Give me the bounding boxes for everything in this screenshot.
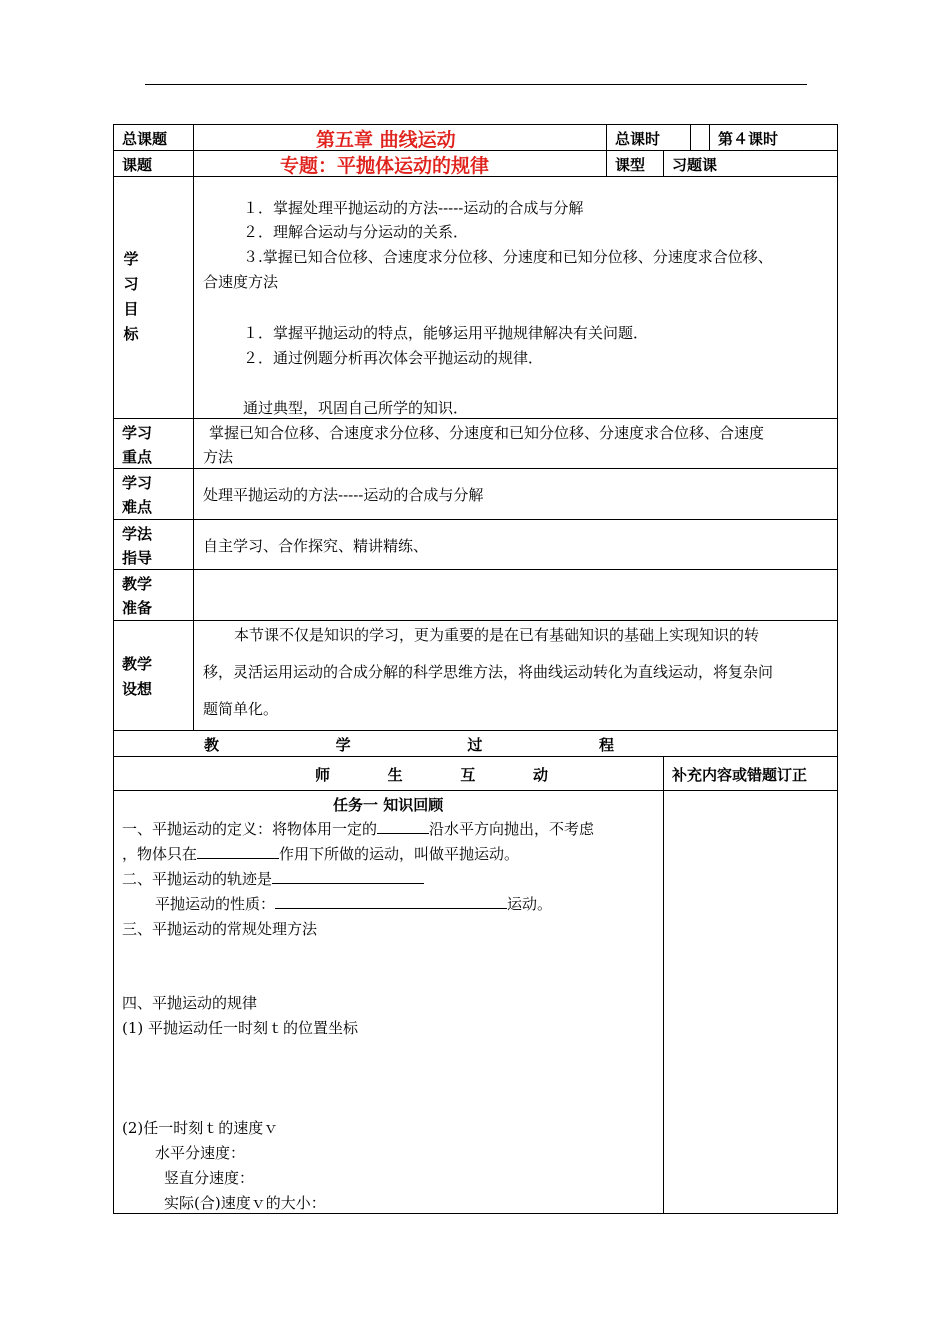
- table-border: [113, 124, 114, 1214]
- design-text: 移，灵活运用运动的合成分解的科学思维方法，将曲线运动转化为直线运动，将复杂问: [203, 663, 774, 681]
- process-title-char: 学: [335, 736, 351, 754]
- header-rule: [145, 84, 807, 85]
- task-line: (1) 平抛运动任一时刻ｔ的位置坐标: [122, 1019, 359, 1037]
- total-topic-value: 第五章 曲线运动: [316, 129, 456, 151]
- difficulties-label: 难点: [122, 498, 153, 516]
- objective-line: 通过典型，巩固自己所学的知识．: [243, 399, 469, 417]
- task-line: 水平分速度：: [155, 1144, 246, 1162]
- design-text: 题简单化。: [203, 700, 279, 718]
- task-line-trajectory: [122, 868, 424, 889]
- task-text: 作用下所做的运动，叫做平抛运动。: [279, 845, 520, 863]
- process-title: [204, 734, 614, 755]
- interaction-header-char: 互: [460, 766, 476, 784]
- interaction-header: [315, 764, 548, 785]
- table-border: [113, 1213, 838, 1214]
- key-points-text: 掌握已知合位移、合速度求分位移、分速度和已知分位移、分速度求合位移、合速度: [209, 424, 765, 442]
- table-border: [663, 756, 664, 1214]
- process-title-char: 过: [467, 736, 483, 754]
- preparation-label: 准备: [122, 599, 153, 617]
- task-line: 四、平抛运动的规律: [122, 994, 258, 1012]
- table-border: [113, 519, 838, 520]
- difficulties-label: 学习: [122, 474, 153, 492]
- type-value: 习题课: [672, 156, 718, 174]
- table-border: [193, 124, 194, 731]
- table-border: [606, 124, 607, 177]
- key-points-label: 重点: [122, 448, 153, 466]
- objective-line: １．掌握处理平抛运动的方法-----运动的合成与分解: [243, 199, 584, 217]
- table-border: [113, 124, 838, 125]
- fill-blank[interactable]: [275, 894, 507, 909]
- table-border: [663, 150, 664, 177]
- table-border: [690, 124, 691, 151]
- task-text: 一、平抛运动的定义：将物体用一定的: [122, 820, 378, 838]
- task-line: 竖直分速度：: [164, 1169, 255, 1187]
- task-text: 平抛运动的性质：: [155, 895, 276, 913]
- design-label: 设想: [122, 680, 153, 698]
- preparation-label: 教学: [122, 575, 153, 593]
- objectives-label: 学习目标: [123, 250, 139, 343]
- objective-line: ２．理解合运动与分运动的关系．: [243, 223, 469, 241]
- objective-line: １．掌握平抛运动的特点，能够运用平抛规律解决有关问题．: [243, 324, 649, 342]
- fill-blank[interactable]: [272, 869, 424, 884]
- table-border: [113, 756, 838, 757]
- interaction-header-char: 师: [315, 766, 331, 784]
- topic-label: 课题: [122, 156, 153, 174]
- task-text: ，物体只在: [122, 845, 198, 863]
- task-line: (2)任一时刻ｔ的速度ｖ: [122, 1119, 279, 1137]
- task-text: 沿水平方向抛出，不考虑: [429, 820, 595, 838]
- total-hours-label: 总课时: [615, 130, 661, 148]
- table-border: [113, 790, 838, 791]
- task-text: 二、平抛运动的轨迹是: [122, 870, 273, 888]
- supplement-header: 补充内容或错题订正: [672, 766, 808, 784]
- topic-value: 专题：平抛体运动的规律: [280, 155, 490, 177]
- task-line: 三、平抛运动的常规处理方法: [122, 920, 318, 938]
- task-title: 任务一 知识回顾: [333, 796, 444, 814]
- task-line-definition-cont: [122, 843, 519, 864]
- task-line-definition: [122, 818, 594, 839]
- table-border: [113, 730, 838, 731]
- key-points-text: 方法: [203, 448, 234, 466]
- design-text: 本节课不仅是知识的学习，更为重要的是在已有基础知识的基础上实现知识的转: [234, 626, 760, 644]
- table-border: [837, 124, 838, 1214]
- task-line-nature: [155, 893, 552, 914]
- table-border: [113, 569, 838, 570]
- fill-blank[interactable]: [377, 819, 429, 834]
- interaction-header-char: 动: [532, 766, 548, 784]
- methods-label: 学法: [122, 525, 153, 543]
- table-border: [113, 468, 838, 469]
- task-text: 运动。: [507, 895, 553, 913]
- table-border: [113, 620, 838, 621]
- task-line: 实际(合)速度ｖ的大小：: [164, 1194, 326, 1212]
- fill-blank[interactable]: [197, 844, 279, 859]
- methods-label: 指导: [122, 549, 153, 567]
- interaction-header-char: 生: [387, 766, 403, 784]
- objective-line: ２．通过例题分析再次体会平抛运动的规律．: [243, 349, 544, 367]
- total-topic-label: 总课题: [122, 130, 168, 148]
- key-points-label: 学习: [122, 424, 153, 442]
- process-title-char: 程: [598, 736, 614, 754]
- table-border: [113, 418, 838, 419]
- objective-line: 合速度方法: [203, 273, 279, 291]
- table-border: [709, 124, 710, 151]
- type-label: 课型: [615, 156, 646, 174]
- period-label: 第４课时: [718, 130, 779, 148]
- design-label: 教学: [122, 655, 153, 673]
- objective-line: ３.掌握已知合位移、合速度求分位移、分速度和已知分位移、分速度求合位移、: [243, 248, 773, 266]
- methods-text: 自主学习、合作探究、精讲精练、: [203, 537, 429, 555]
- difficulties-text: 处理平抛运动的方法-----运动的合成与分解: [203, 486, 484, 504]
- process-title-char: 教: [204, 736, 220, 754]
